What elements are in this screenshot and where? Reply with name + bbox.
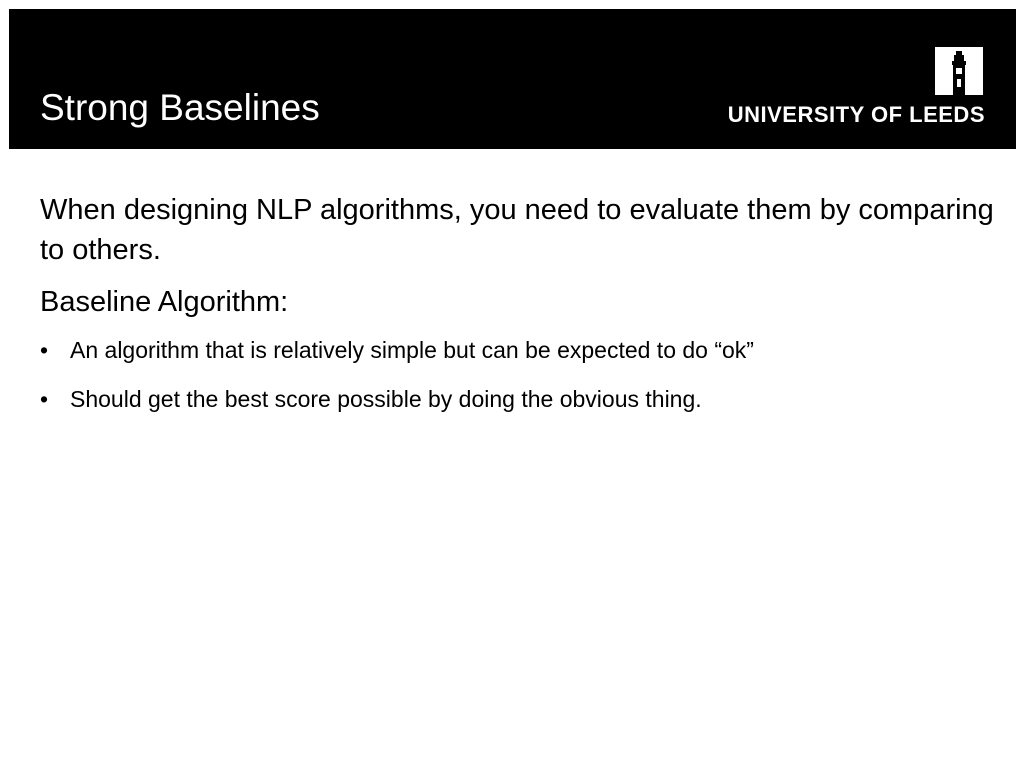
- bullet-text: An algorithm that is relatively simple but can be expected to do “ok”: [70, 337, 754, 363]
- section-heading: Baseline Algorithm:: [40, 286, 289, 318]
- bullet-marker: •: [40, 386, 49, 412]
- list-item: [40, 334, 1010, 366]
- logo-wordmark: UNIVERSITY OF LEEDS: [727, 102, 985, 127]
- slide-body: [40, 190, 1010, 432]
- slide-title: Strong Baselines: [40, 87, 320, 128]
- bullet-list: [40, 334, 1010, 415]
- list-item: [40, 383, 1010, 415]
- intro-paragraph: When designing NLP algorithms, you need to evaluate them by comparing to others.: [40, 194, 994, 266]
- bullet-marker: •: [40, 337, 49, 363]
- tower-icon: [935, 47, 983, 95]
- bullet-text: Should get the best score possible by doing the obvious thing.: [70, 386, 702, 412]
- university-logo: [725, 47, 985, 127]
- header-bar: [9, 9, 1016, 149]
